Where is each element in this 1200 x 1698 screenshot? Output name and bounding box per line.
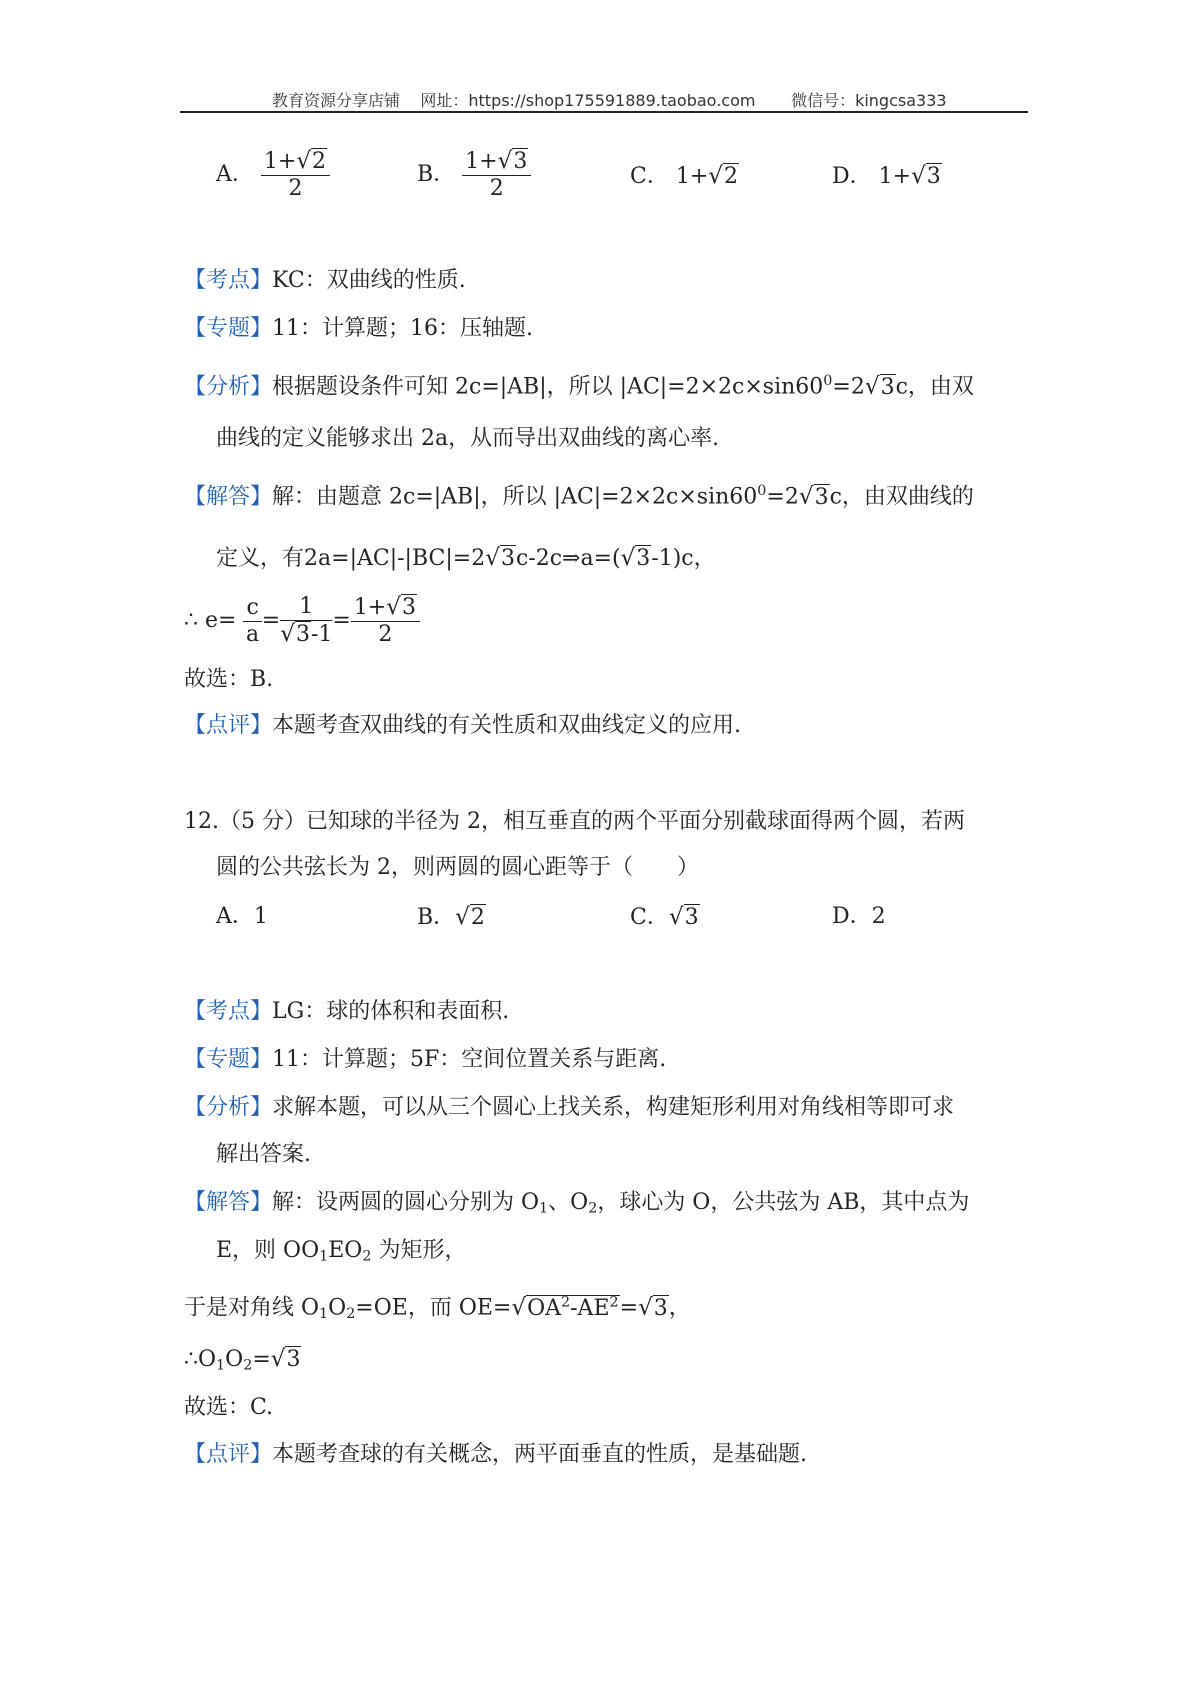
page-header xyxy=(272,88,947,111)
q11-fenxi-line2 xyxy=(216,424,719,454)
jieda-formula-tail: =2 xyxy=(766,484,799,510)
q11-option-d: D． 1+√3 xyxy=(832,163,941,189)
subscript: 2 xyxy=(243,1357,253,1374)
subscript: 1 xyxy=(319,1248,329,1265)
e-result-lead: 1+ xyxy=(353,595,387,620)
zhuanti-tag: 【专题】 xyxy=(184,1047,273,1072)
q12-stem xyxy=(184,807,965,837)
q11-dianping xyxy=(184,711,741,741)
q11-eccentricity: ∴ e= $\frac{c}{a}$ = $\frac{1}{√3-1}$ = $\frac{1+√3}{2}$ xyxy=(184,594,420,648)
option-label: A． xyxy=(216,162,254,187)
e-lead: ∴ e= xyxy=(184,608,237,633)
oe-sq-b: 2 xyxy=(609,1294,619,1310)
e-frac-den: a xyxy=(246,621,260,647)
q12-kaodian xyxy=(184,997,509,1027)
jieda-text-c: ，球心为 O，公共弦为 AB，其中点为 xyxy=(597,1190,970,1215)
q12-fenxi xyxy=(184,1093,954,1123)
frac-denominator: 2 xyxy=(288,176,303,201)
q12-option-c: C．√3 xyxy=(630,904,699,930)
q12-jieda-line4: $\therefore O_1O_2=√3$ xyxy=(184,1346,301,1374)
q12-fenxi-line2 xyxy=(216,1140,311,1170)
jieda-radicand: 3 xyxy=(814,484,829,510)
q11-guxuan xyxy=(184,665,273,695)
jieda-degree: 0 xyxy=(757,483,767,499)
option-value: 2 xyxy=(871,904,886,929)
q12-stem-text: 12.（5 分）已知球的半径为 2，相互垂直的两个平面分别截球面得两个圆，若两 xyxy=(184,809,965,834)
jieda-text-a: 解：设两圆的圆心分别为 O xyxy=(272,1190,540,1215)
q11-option-c: C． 1+√2 xyxy=(630,163,738,189)
fenxi-text-2: 解出答案. xyxy=(216,1142,311,1167)
option-fraction: $\frac{1+√2}{2}$ xyxy=(261,148,330,202)
q11-kaodian xyxy=(184,266,466,296)
option-label: D． xyxy=(832,164,872,189)
kaodian-tag: 【考点】 xyxy=(184,999,273,1024)
q12-option-b: B．√2 xyxy=(417,904,485,930)
oe-rad-b: -AE xyxy=(570,1295,610,1321)
option-radicand: 3 xyxy=(926,164,941,189)
dianping-text: 本题考查球的有关概念，两平面垂直的性质，是基础题. xyxy=(272,1442,808,1467)
e-frac-root: $\frac{1}{√3-1}$ xyxy=(280,594,333,647)
jieda-4-radicand: 3 xyxy=(286,1347,301,1372)
oe-radicand xyxy=(526,1295,620,1321)
q11-option-b xyxy=(417,148,531,202)
option-radicand: 3 xyxy=(684,905,699,930)
fenxi-tag: 【分析】 xyxy=(184,374,273,400)
zhuanti-text: 11：计算题；16：压轴题. xyxy=(272,316,533,341)
jieda-3b: O xyxy=(328,1295,347,1321)
frac-denominator: 2 xyxy=(489,176,504,201)
jieda-3a: 于是对角线 O xyxy=(184,1295,320,1321)
fenxi-radicand: 3 xyxy=(880,374,895,400)
jieda-4b: O xyxy=(225,1347,244,1372)
e-result-radicand: 3 xyxy=(401,595,416,620)
fenxi-degree: 0 xyxy=(823,373,833,389)
jieda-2a: E，则 OO xyxy=(216,1238,320,1263)
oe-result-radicand: 3 xyxy=(653,1295,668,1321)
guxuan-text: 故选：C. xyxy=(184,1395,274,1420)
jieda-2-formula: 2a=|AC|-|BC|=2 xyxy=(304,546,486,571)
jieda-3c: =OE，而 OE= xyxy=(355,1295,512,1321)
oe-sq-a: 2 xyxy=(561,1294,571,1310)
jieda-text: 解：由题意 2c=|AB|，所以 xyxy=(272,484,547,510)
q12-stem-line2 xyxy=(216,853,699,883)
q11-jieda-line2: 定义，有2a=|AC|-|BC|=2√3c-2c⇒a=(√3-1)c， xyxy=(216,545,716,571)
e-result-den: 2 xyxy=(378,622,393,647)
option-radicand: 2 xyxy=(724,164,738,189)
shop-name: 教育资源分享店铺 xyxy=(272,91,401,110)
q12-zhuanti xyxy=(184,1045,666,1075)
e-frac-num: c xyxy=(243,595,261,622)
wechat-id: kingcsa333 xyxy=(855,91,947,110)
option-label: A． xyxy=(216,904,254,929)
q12-stem-text-2: 圆的公共弦长为 2，则两圆的圆心距等于（ ） xyxy=(216,855,699,880)
dianping-tag: 【点评】 xyxy=(184,713,273,738)
url-label: 网址： xyxy=(420,91,469,110)
e-root-minus: -1 xyxy=(310,622,333,647)
jieda-tag: 【解答】 xyxy=(184,1190,273,1215)
q12-option-d xyxy=(832,902,886,932)
dianping-text: 本题考查双曲线的有关性质和双曲线定义的应用. xyxy=(272,713,742,738)
q12-jieda xyxy=(184,1188,969,1224)
frac-lead: 1+ xyxy=(263,149,297,174)
option-label: C． xyxy=(630,905,669,930)
jieda-text-b: 、O xyxy=(548,1190,589,1215)
jieda-2c: 为矩形， xyxy=(371,1238,467,1263)
zhuanti-tag: 【专题】 xyxy=(184,316,273,341)
subscript: 1 xyxy=(216,1357,226,1374)
option-value: 1 xyxy=(253,904,268,929)
kaodian-text: KC：双曲线的性质. xyxy=(272,268,466,293)
oe-equals: = xyxy=(619,1295,639,1321)
option-lead: 1+ xyxy=(878,164,912,189)
jieda-2-formula-b: c-2c⇒a=( xyxy=(515,546,621,571)
jieda-2-radicand-b: 3 xyxy=(636,546,651,571)
q12-jieda-line2 xyxy=(216,1236,466,1272)
frac-radicand: 3 xyxy=(513,149,528,174)
option-radicand: 2 xyxy=(470,905,485,930)
jieda-2-text: 定义，有 xyxy=(216,546,305,571)
jieda-tag: 【解答】 xyxy=(184,484,273,510)
option-fraction: $\frac{1+√3}{2}$ xyxy=(462,148,531,202)
jieda-formula: |AC|=2×2c×sin60 xyxy=(553,484,758,510)
e-frac-result: $\frac{1+√3}{2}$ xyxy=(351,594,420,648)
fenxi-formula: |AC|=2×2c×sin60 xyxy=(619,374,824,400)
kaodian-tag: 【考点】 xyxy=(184,268,273,293)
option-lead: 1+ xyxy=(675,164,709,189)
q12-option-a xyxy=(216,902,268,932)
subscript: 2 xyxy=(588,1200,598,1217)
jieda-4c: = xyxy=(252,1347,271,1372)
subscript: 2 xyxy=(362,1248,372,1265)
q12-dianping xyxy=(184,1440,807,1470)
e-root-num: 1 xyxy=(280,594,332,621)
option-label: D． xyxy=(832,904,872,929)
kaodian-text: LG：球的体积和表面积. xyxy=(272,999,510,1024)
q12-jieda-line3: 于是对角线 $O_1O_2=OE$，而 $OE=√OA^2-AE^2=√3$， xyxy=(184,1294,691,1323)
q11-jieda: 【解答】解：由题意 2c=|AB|，所以 $|AC|=2\times 2c\times\sin 60^0=2√3c$，由双曲线的 xyxy=(184,483,974,510)
header-rule xyxy=(180,111,1028,113)
zhuanti-text: 11：计算题；5F：空间位置关系与距离. xyxy=(272,1047,667,1072)
option-label: B． xyxy=(417,905,456,930)
option-label: C． xyxy=(630,164,669,189)
fenxi-text-end: c，由双 xyxy=(895,374,974,400)
fenxi-text: 根据题设条件可知 2c=|AB|，所以 xyxy=(272,374,613,400)
jieda-text-end: c，由双曲线的 xyxy=(829,484,974,510)
subscript: 1 xyxy=(319,1306,329,1323)
jieda-2-formula-end: -1)c， xyxy=(651,546,716,571)
dianping-tag: 【点评】 xyxy=(184,1442,273,1467)
q12-guxuan xyxy=(184,1393,273,1423)
fenxi-formula-tail: =2 xyxy=(832,374,865,400)
jieda-4a: ∴O xyxy=(184,1347,217,1372)
wechat-label: 微信号： xyxy=(791,91,856,110)
q11-option-a xyxy=(216,148,330,202)
frac-radicand: 2 xyxy=(312,149,327,174)
subscript: 2 xyxy=(346,1306,356,1323)
jieda-2b: EO xyxy=(328,1238,363,1263)
frac-lead: 1+ xyxy=(465,149,498,174)
q11-fenxi: 【分析】根据题设条件可知 2c=|AB|，所以 $|AC|=2\times 2c\times\sin 60^0=2√3c$，由双 xyxy=(184,373,974,400)
fenxi-text: 求解本题，可以从三个圆心上找关系，构建矩形利用对角线相等即可求 xyxy=(272,1095,955,1120)
subscript: 1 xyxy=(539,1200,549,1217)
fenxi-tag: 【分析】 xyxy=(184,1095,273,1120)
option-label: B． xyxy=(417,162,456,187)
q11-zhuanti xyxy=(184,314,533,344)
guxuan-text: 故选：B. xyxy=(184,667,274,692)
jieda-3-end: ， xyxy=(668,1295,691,1321)
shop-url[interactable]: https://shop175591889.taobao.com xyxy=(468,91,756,110)
e-frac-ca xyxy=(243,595,261,648)
e-root-radicand: 3 xyxy=(295,622,310,647)
fenxi-text-2: 曲线的定义能够求出 2a，从而导出双曲线的离心率. xyxy=(216,426,720,451)
jieda-2-radicand: 3 xyxy=(500,546,515,571)
oe-rad-a: OA xyxy=(527,1295,562,1321)
